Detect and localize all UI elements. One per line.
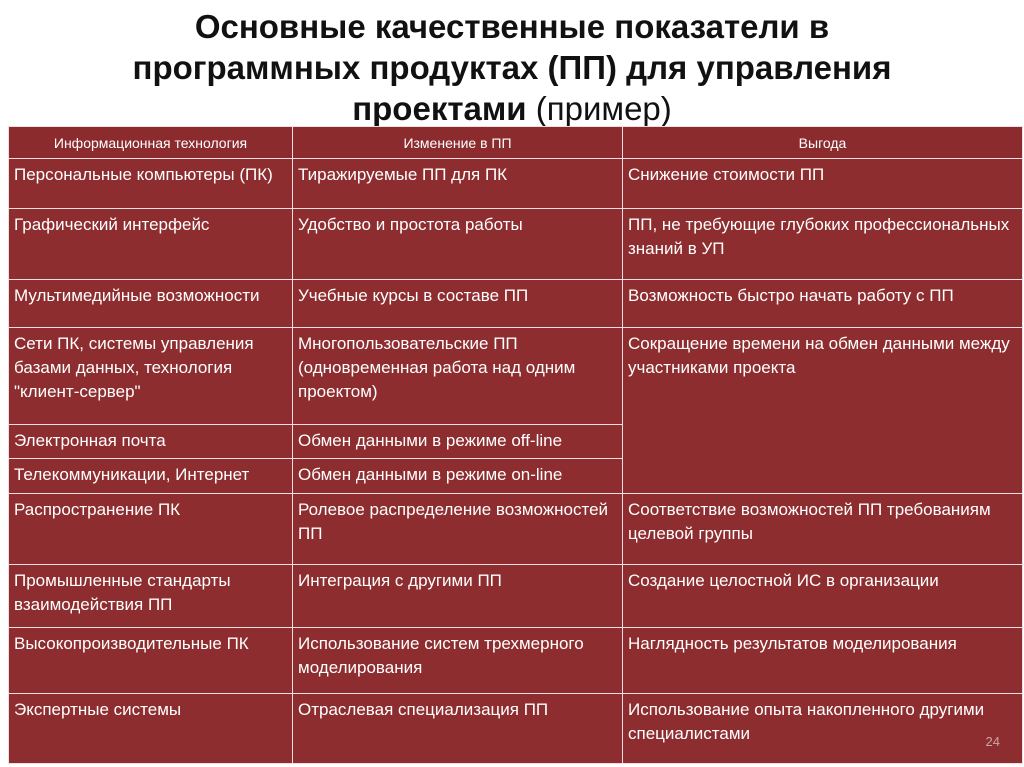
- title-line-3: [0, 88, 1024, 129]
- cell-benefit: Соответствие возможностей ПП требованиям целевой группы: [623, 494, 1023, 565]
- cell-benefit: ПП, не требующие глубоких профессиональных знаний в УП: [623, 209, 1023, 280]
- table-row: [9, 494, 1023, 565]
- title-line-3-plain: (пример): [526, 90, 672, 127]
- cell-benefit: Снижение стоимости ПП: [623, 159, 1023, 209]
- table-row: [9, 280, 1023, 328]
- cell-technology: Мультимедийные возможности: [9, 280, 293, 328]
- comparison-table: [8, 126, 1023, 764]
- cell-technology: Промышленные стандарты взаимодействия ПП: [9, 565, 293, 628]
- cell-technology: Персональные компьютеры (ПК): [9, 159, 293, 209]
- table-row: [9, 628, 1023, 694]
- cell-benefit: Возможность быстро начать работу с ПП: [623, 280, 1023, 328]
- title-line-1: Основные качественные показатели в: [194, 8, 830, 45]
- table-row: [9, 209, 1023, 280]
- page-number: 24: [985, 734, 1000, 749]
- cell-change: Обмен данными в режиме off-line: [293, 425, 623, 459]
- cell-change: Интеграция с другими ПП: [293, 565, 623, 628]
- cell-benefit: Создание целостной ИС в организации: [623, 565, 1023, 628]
- table-row: [9, 328, 1023, 425]
- cell-technology: Электронная почта: [9, 425, 293, 459]
- table-row: [9, 565, 1023, 628]
- cell-technology: Сети ПК, системы управления базами данных, технология "клиент-сервер": [9, 328, 293, 425]
- title-line-3-bold: проектами: [352, 90, 527, 127]
- cell-change: Удобство и простота работы: [293, 209, 623, 280]
- cell-change: Отраслевая специализация ПП: [293, 694, 623, 764]
- cell-change: Обмен данными в режиме on-line: [293, 459, 623, 494]
- cell-benefit-merged: Сокращение времени на обмен данными между участниками проекта: [623, 328, 1023, 494]
- table-row: [9, 694, 1023, 764]
- table-row: [9, 159, 1023, 209]
- header-benefit: Выгода: [623, 127, 1023, 159]
- cell-benefit: Наглядность результатов моделирования: [623, 628, 1023, 694]
- slide-title: [0, 6, 1024, 129]
- cell-change: Использование систем трехмерного моделирования: [293, 628, 623, 694]
- cell-technology: Телекоммуникации, Интернет: [9, 459, 293, 494]
- cell-technology: Графический интерфейс: [9, 209, 293, 280]
- cell-technology: Распространение ПК: [9, 494, 293, 565]
- header-technology: Информационная технология: [9, 127, 293, 159]
- cell-change: Ролевое распределение возможностей ПП: [293, 494, 623, 565]
- cell-benefit: Использование опыта накопленного другими специалистами: [623, 694, 1023, 764]
- cell-technology: Высокопроизводительные ПК: [9, 628, 293, 694]
- table-header-row: [9, 127, 1023, 159]
- cell-change: Многопользовательские ПП (одновременная работа над одним проектом): [293, 328, 623, 425]
- cell-technology: Экспертные системы: [9, 694, 293, 764]
- cell-change: Тиражируемые ПП для ПК: [293, 159, 623, 209]
- cell-change: Учебные курсы в составе ПП: [293, 280, 623, 328]
- header-change: Изменение в ПП: [293, 127, 623, 159]
- title-line-2: программных продуктах (ПП) для управления: [132, 49, 892, 86]
